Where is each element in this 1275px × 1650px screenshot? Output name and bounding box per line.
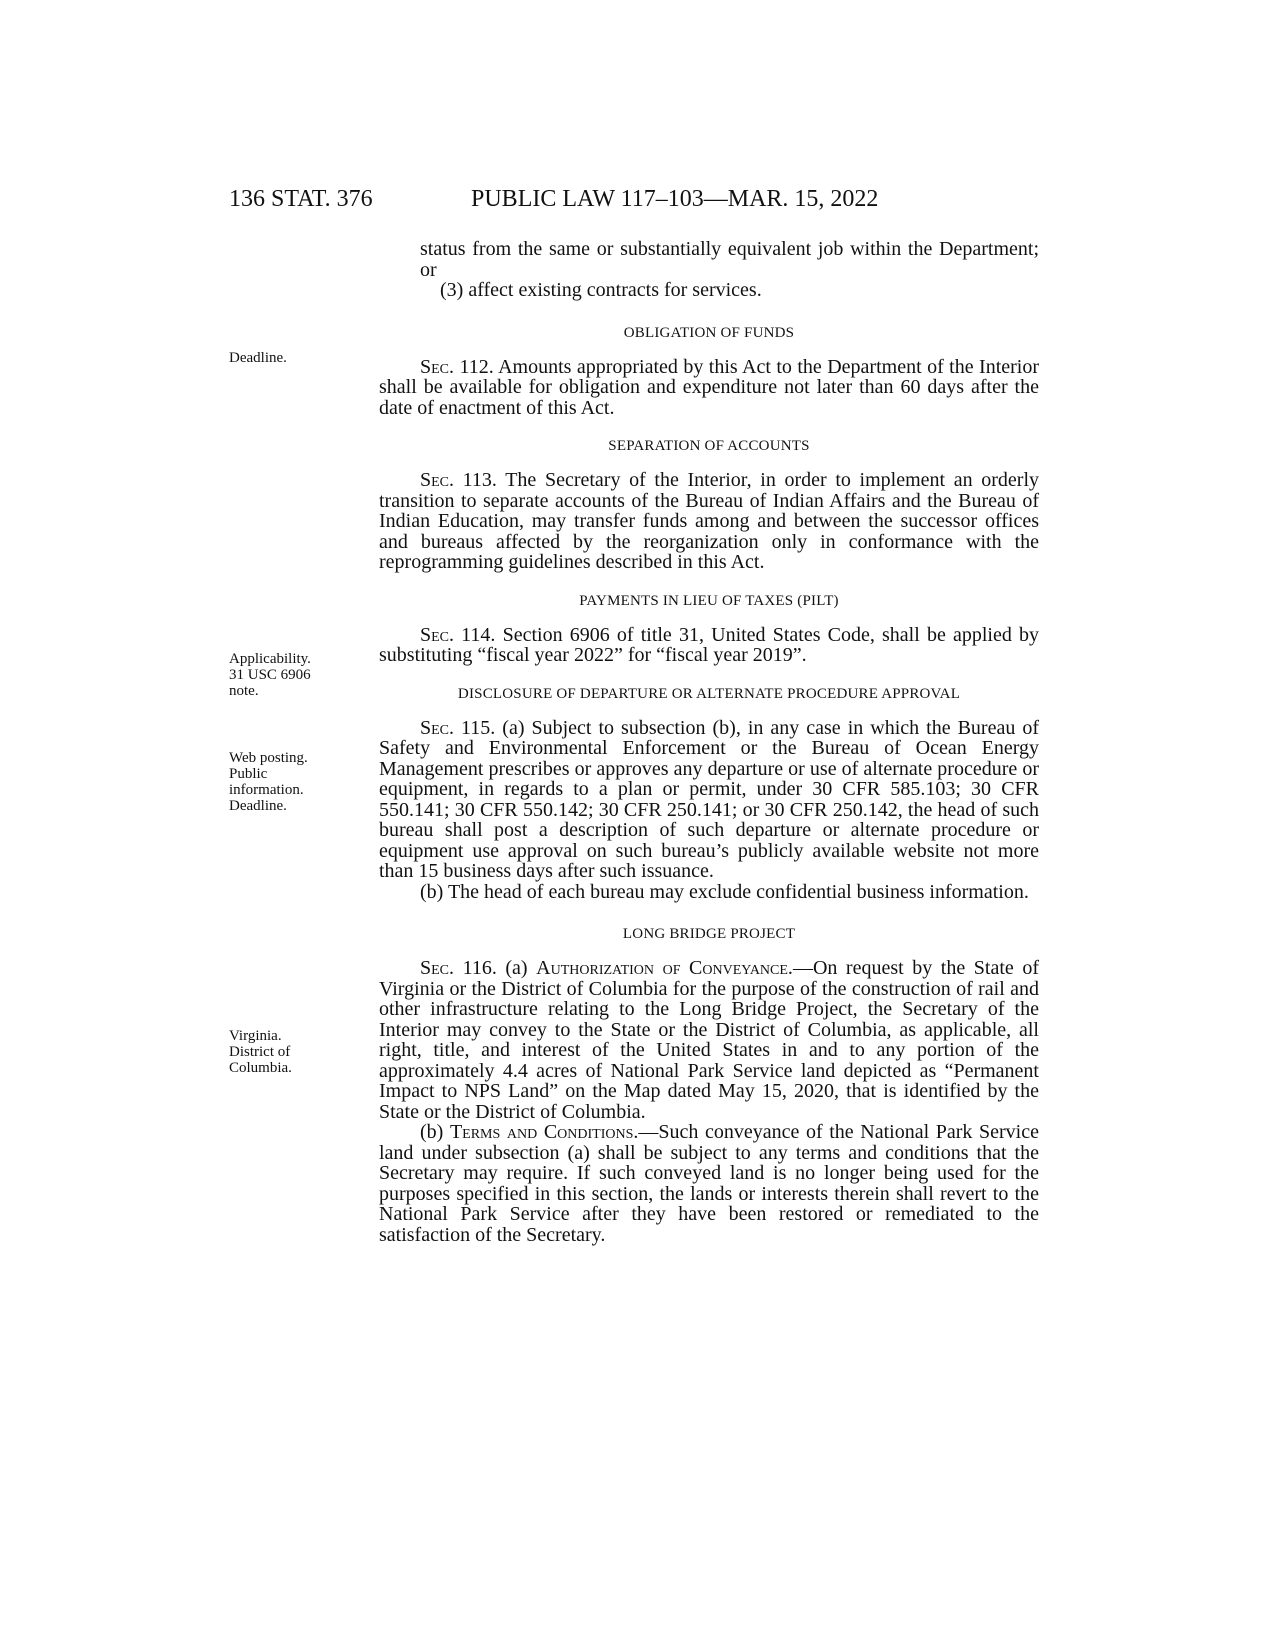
subsection-heading: Terms and Conditions. — [449, 1121, 639, 1143]
section-116b: (b) Terms and Conditions.—Such conveyance of the National Park Service land under subsection (a) shall be subject to any terms and conditions that the Secretary may require. If such conveyed land is no longer being used for the purposes specified in this section, the lands or interests therein shall revert to the National Park Service after they have been restored or remediated to the satisfaction of the Secretary. — [379, 1121, 1039, 1246]
sec-label: Sec. — [420, 623, 455, 646]
sec-label: Sec. — [420, 716, 455, 739]
stat-reference: 136 STAT. 376 — [229, 186, 373, 212]
section-115b: (b) The head of each bureau may exclude confidential business information. — [420, 880, 1029, 903]
main-text — [379, 239, 1039, 1245]
sec-label: Sec. — [420, 957, 455, 979]
continued-paragraph: status from the same or substantially equivalent job within the Department; or — [420, 238, 1039, 281]
section-115a: Sec. 115. (a) Subject to subsection (b), in any case in which the Bureau of Safety and Environmental Enforcement or the Bureau of Ocean Energy Management prescribes or approves any departure or use of alternate procedure or equipment, in regards to a plan or permit, under 30 CFR 585.103; 30 CFR 550.141; 30 CFR 550.142; 30 CFR 250.141; or 30 CFR 250.142, the head of such bureau shall post a description of such departure or alternate procedure or equipment use approval on such bureau’s publicly available website not more than 15 business days after such issuance. — [379, 716, 1040, 882]
law-title: PUBLIC LAW 117–103—MAR. 15, 2022 — [471, 186, 879, 212]
sec-label: Sec. — [420, 355, 455, 378]
section-116a: Sec. 116. (a) Authorization of Conveyance.—On request by the State of Virginia or the District of Columbia for the purpose of the construction of rail and other infrastructure relating to the Long Bridge Project, the Secretary of the Interior may convey to the State or the District of Columbia, as applicable, all right, title, and interest of the United States in and to any portion of the approximately 4.4 acres of National Park Service land depicted as “Permanent Impact to NPS Land” on the Map dated May 15, 2020, that is identified by the State or the District of Columbia. — [379, 957, 1040, 1123]
section-113: Sec. 113. The Secretary of the Interior, in order to implement an orderly transition to separate accounts of the Bureau of Indian Affairs and the Bureau of Indian Education, may transfer funds among and between the successor offices and bureaus affected by the reorganization only in conformance with the reprogramming guidelines described in this Act. — [379, 469, 1040, 573]
heading-separation-of-accounts: SEPARATION OF ACCOUNTS — [608, 438, 810, 454]
heading-obligation-of-funds: OBLIGATION OF FUNDS — [623, 324, 795, 341]
sec-label: Sec. — [420, 469, 455, 491]
margin-note-sec112: Deadline. — [229, 350, 287, 366]
heading-long-bridge: LONG BRIDGE PROJECT — [622, 926, 796, 942]
heading-pilt: PAYMENTS IN LIEU OF TAXES (PILT) — [579, 592, 839, 609]
margin-note-sec115: Web posting. Public information. Deadline. — [229, 750, 308, 814]
section-112: Sec. 112. Amounts appropriated by this Act to the Department of the Interior shall be available for obligation and expenditure not later than 60 days after the date of enactment of this Act. — [379, 355, 1040, 419]
margin-note-sec116: Virginia. District of Columbia. — [229, 1028, 292, 1076]
page-header — [229, 186, 1039, 216]
subsection-heading: Authorization of Conveyance. — [536, 957, 793, 979]
heading-disclosure: DISCLOSURE OF DEPARTURE OR ALTERNATE PROCEDURE APPROVAL — [457, 685, 961, 702]
continued-item-3: (3) affect existing contracts for services. — [440, 279, 762, 301]
section-114: Sec. 114. Section 6906 of title 31, United States Code, shall be applied by substituting “fiscal year 2022” for “fiscal year 2019”. — [379, 623, 1039, 666]
margin-note-sec114: Applicability. 31 USC 6906 note. — [229, 651, 311, 699]
